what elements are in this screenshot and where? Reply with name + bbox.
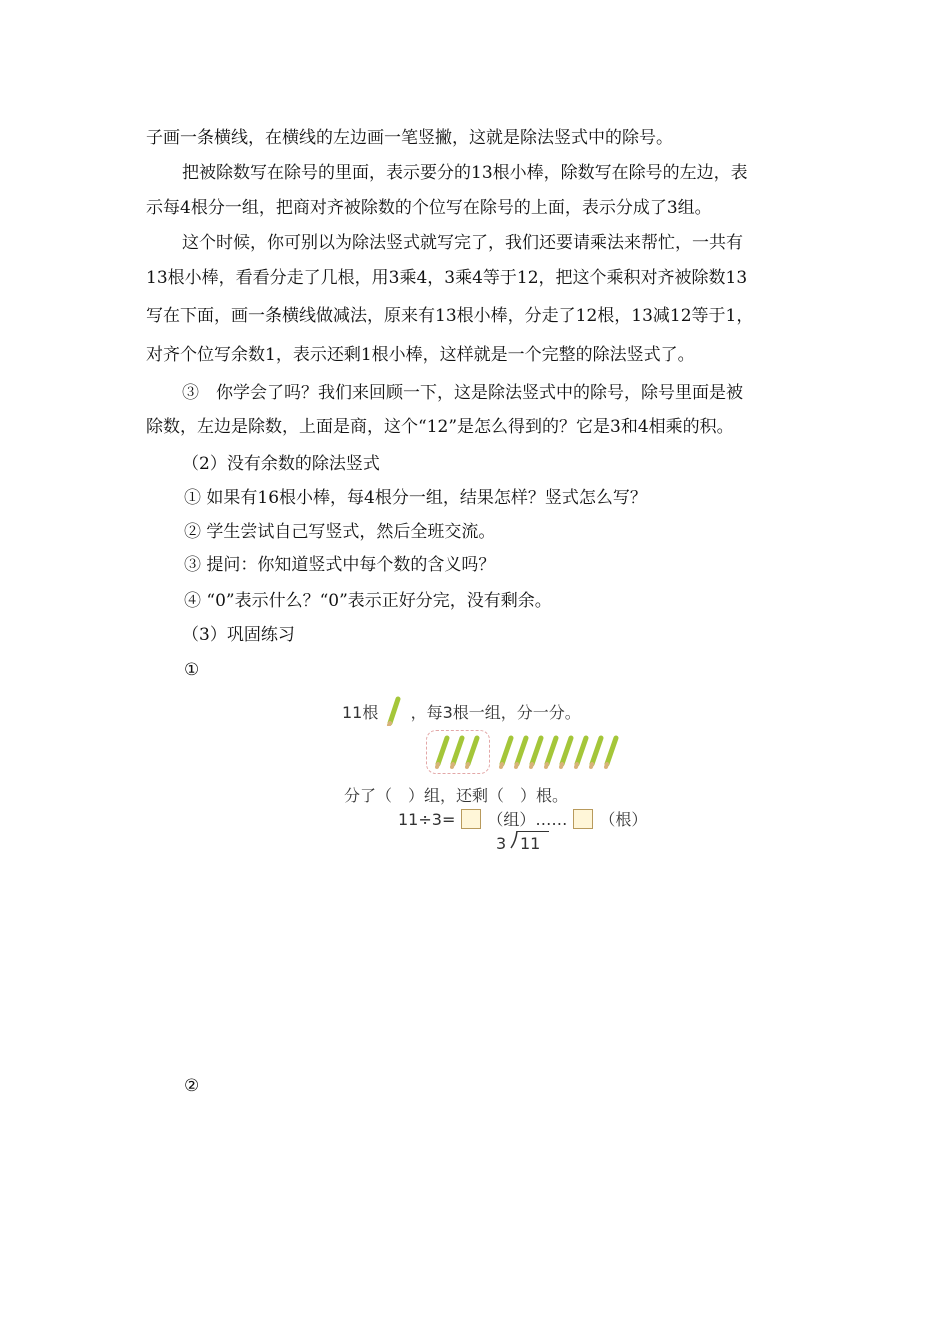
stick	[437, 738, 447, 767]
stick	[561, 738, 571, 767]
prompt-before: 11根	[342, 703, 379, 722]
exercise-prompt	[342, 696, 581, 726]
prompt-after: ，每3根一组，分一分。	[410, 703, 581, 722]
paragraph-line: 写在下面，画一条横线做减法，原来有13根小棒，分走了12根，13减12等于1，	[146, 306, 754, 326]
equation-unit-groups: （组）……	[487, 810, 568, 829]
section-heading: （3）巩固练习	[182, 625, 295, 645]
dividend: 11	[520, 834, 541, 853]
paragraph-line: 子画一条横线，在横线的左边画一笔竖撇，这就是除法竖式中的除号。	[146, 128, 673, 148]
paragraph-line: 除数，左边是除数，上面是商，这个“12”是怎么得到的？它是3和4相乘的积。	[146, 417, 734, 437]
divisor: 3	[496, 834, 507, 853]
stick	[452, 738, 462, 767]
equation-left: 11÷3=	[398, 810, 456, 829]
answer-box-remainder[interactable]	[573, 809, 593, 829]
exercise-number: ②	[184, 1076, 200, 1096]
stick-icon	[385, 696, 403, 726]
division-bar	[517, 831, 549, 832]
division-bracket-icon	[510, 831, 518, 849]
answer-box-groups[interactable]	[461, 809, 481, 829]
equation-row	[398, 809, 647, 830]
paragraph-line: ③ 你学会了吗？我们来回顾一下，这是除法竖式中的除号，除号里面是被	[182, 383, 743, 403]
equation-unit-remainder: （根）	[599, 810, 648, 829]
paragraph-line: 把被除数写在除号的里面，表示要分的13根小棒，除数写在除号的左边，表	[182, 163, 748, 183]
fill-in-sentence: 分了（ ）组，还剩（ ）根。	[344, 786, 569, 805]
paragraph-line: 13根小棒，看看分走了几根，用3乘4，3乘4等于12，把这个乘积对齐被除数13	[146, 268, 748, 288]
division-exercise-figure	[330, 686, 670, 866]
stick	[576, 738, 586, 767]
stick	[467, 738, 477, 767]
paragraph-line: 示每4根分一组，把商对齐被除数的个位写在除号的上面，表示分成了3组。	[146, 198, 712, 218]
list-item: ② 学生尝试自己写竖式，然后全班交流。	[184, 522, 496, 542]
stick	[606, 738, 616, 767]
list-item: ① 如果有16根小棒，每4根分一组，结果怎样？竖式怎么写？	[184, 488, 647, 508]
paragraph-line: 对齐个位写余数1，表示还剩1根小棒，这样就是一个完整的除法竖式了。	[146, 345, 695, 365]
stick	[591, 738, 601, 767]
stick	[531, 738, 541, 767]
exercise-number: ①	[184, 660, 200, 680]
stick	[501, 738, 511, 767]
stick	[546, 738, 556, 767]
paragraph-line: 这个时候，你可别以为除法竖式就写完了，我们还要请乘法来帮忙，一共有	[182, 233, 743, 253]
list-item: ④ “0”表示什么？“0”表示正好分完，没有剩余。	[184, 591, 552, 611]
stick	[516, 738, 526, 767]
list-item: ③ 提问：你知道竖式中每个数的含义吗？	[184, 555, 496, 575]
section-heading: （2）没有余数的除法竖式	[182, 454, 380, 474]
